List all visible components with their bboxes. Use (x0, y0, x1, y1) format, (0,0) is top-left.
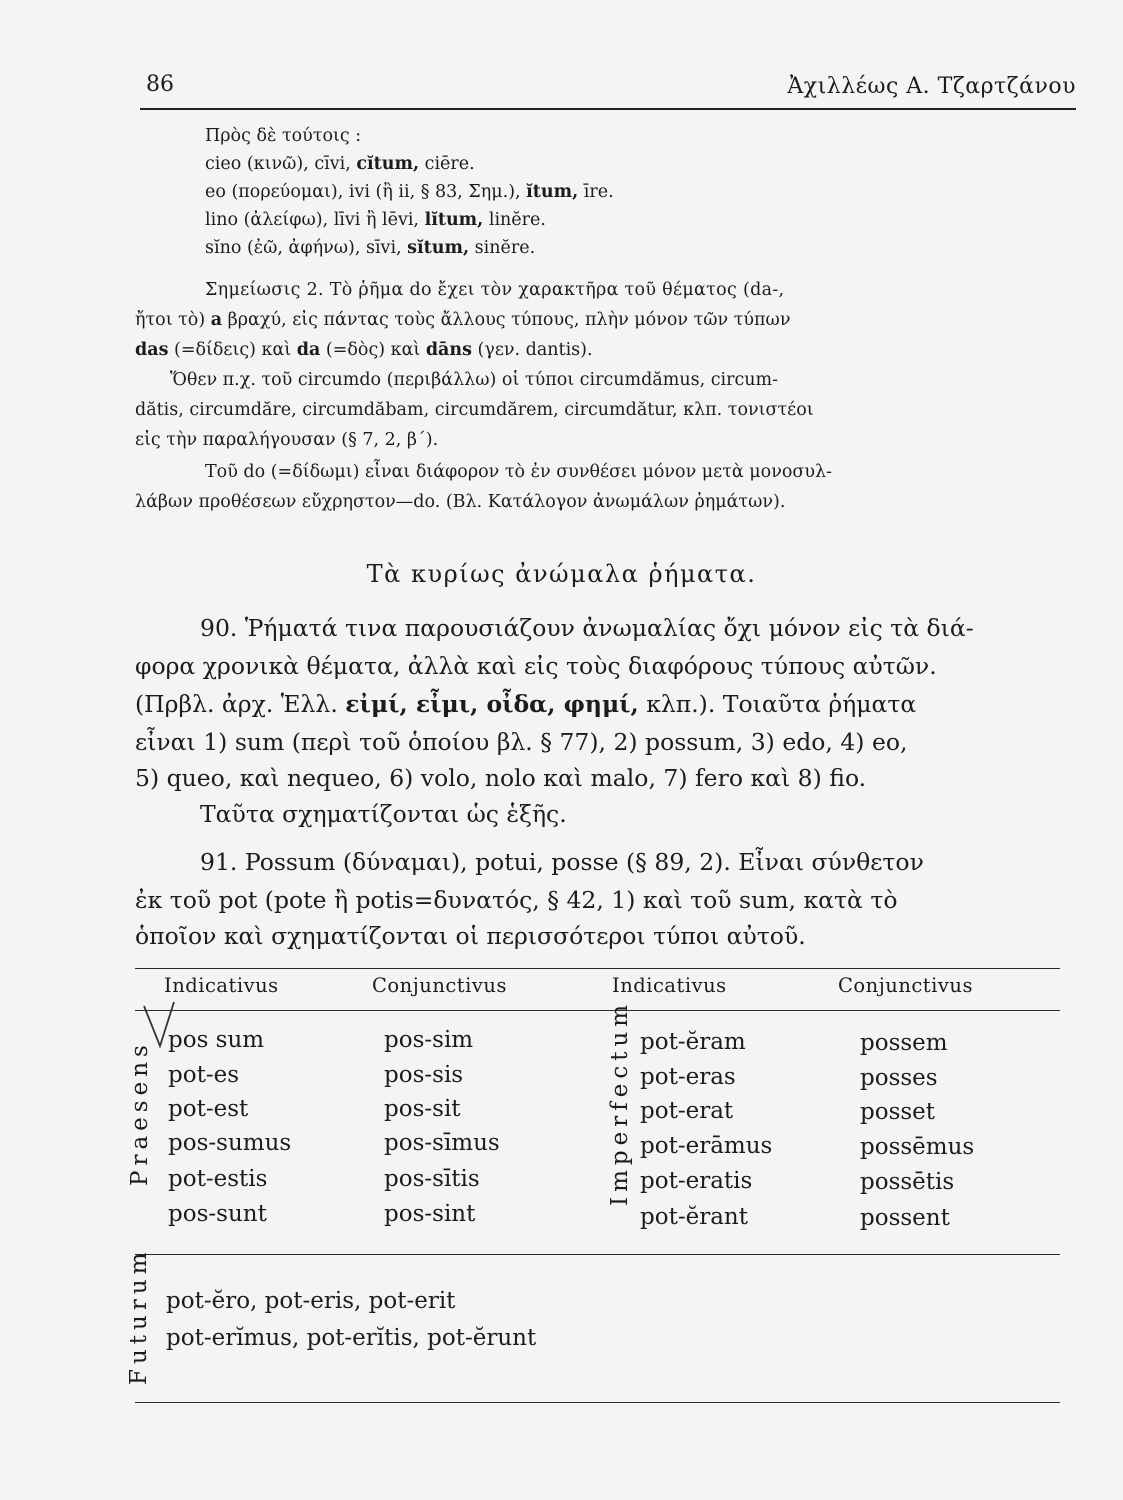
note-text: (=δὸς) καὶ (320, 340, 426, 360)
note-bold: da (296, 340, 321, 360)
note-text: ἤτοι τὸ) (135, 310, 211, 330)
note-line-5: dătis, circumdăre, circumdăbam, circumdărem, circumdătur, κλπ. τονιστέοι (135, 400, 814, 420)
verb-line-cieo (205, 154, 475, 174)
futurum-line-1: pot-ĕro, pot-eris, pot-erit (166, 1288, 456, 1314)
para91-line-1: 91. Possum (δύναμαι), potui, posse (§ 89, 2). Εἶναι σύνθετον (200, 848, 924, 876)
page-number: 86 (146, 72, 174, 97)
table-top-rule (135, 968, 1060, 969)
verb-text: eo (πορεύομαι), ivi (ἢ ii, § 83, Σημ.), (205, 182, 527, 202)
note-line-4: Ὅθεν π.χ. τοῦ circumdo (περιβάλλω) οἱ τύποι circumdămus, circum- (170, 370, 779, 390)
col-header-indicativus-1: Indicativus (164, 974, 279, 997)
note-text: (γεν. dantis). (471, 340, 593, 360)
note-text: (=δίδεις) καὶ (168, 340, 297, 360)
note-line-7: Τοῦ do (=δίδωμι) εἶναι διάφορον τὸ ἐν συνθέσει μόνον μετὰ μονοσυλ- (205, 462, 832, 482)
para90-line-1: 90. Ῥήματά τινα παρουσιάζουν ἀνωμαλίας ὄχι μόνον εἰς τὰ διά- (200, 614, 974, 642)
page-header (146, 72, 1076, 106)
imperf-ind-1: pot-ĕram (640, 1029, 746, 1055)
note-bold: dāns (425, 340, 472, 360)
praesens-conj-1: pos-sim (384, 1027, 474, 1053)
praesens-conj-5: pos-sītis (384, 1166, 480, 1192)
praesens-conj-4: pos-sīmus (384, 1130, 500, 1156)
verb-text: cieo (κινῶ), cīvi, (205, 154, 357, 174)
para90-line-6: Ταῦτα σχηματίζονται ὡς ἑξῆς. (200, 800, 567, 828)
para-text: (Πρβλ. ἀρχ. Ἑλλ. (135, 690, 346, 718)
note-bold: a (210, 310, 223, 330)
praesens-ind-3: pot-est (168, 1096, 249, 1122)
praesens-conj-3: pos-sit (384, 1096, 461, 1122)
label-futurum: Futurum (126, 1247, 152, 1385)
note-line-3 (135, 340, 593, 360)
col-header-conjunctivus-1: Conjunctivus (372, 974, 507, 997)
verb-text: sĭno (ἐῶ, ἀφήνω), sīvi, (205, 238, 408, 258)
praesens-ind-1: pos sum (168, 1027, 265, 1053)
verb-supine: sĭtum, (407, 238, 470, 258)
imperf-ind-5: pot-eratis (640, 1168, 753, 1194)
table-bottom-rule (135, 1402, 1060, 1403)
futurum-line-2: pot-erĭmus, pot-erĭtis, pot-ĕrunt (166, 1325, 537, 1351)
running-title: Ἀχιλλέως Α. Τζαρτζάνου (787, 74, 1076, 99)
verb-text: lino (ἀλείφω), līvi ἢ lēvi, (205, 210, 425, 230)
table-header-rule (135, 1010, 1060, 1011)
para90-line-4: εἶναι 1) sum (περὶ τοῦ ὁποίου βλ. § 77), 2) possum, 3) edo, 4) eo, (135, 728, 908, 756)
imperf-conj-3: posset (860, 1099, 936, 1125)
note-line-6: εἰς τὴν παραλήγουσαν (§ 7, 2, β΄). (135, 430, 439, 450)
para90-line-2: φορα χρονικὰ θέματα, ἀλλὰ καὶ εἰς τοὺς διαφόρους τύπους αὐτῶν. (135, 652, 937, 680)
note-text: βραχύ, εἰς πάντας τοὺς ἄλλους τύπους, πλὴν μόνον τῶν τύπων (222, 310, 791, 330)
praesens-ind-4: pos-sumus (168, 1130, 292, 1156)
para90-line-3 (135, 690, 916, 718)
label-imperfectum: Imperfectum (607, 999, 633, 1206)
verb-text: īre. (578, 182, 614, 202)
imperf-conj-4: possēmus (860, 1134, 975, 1160)
note-line-2 (135, 310, 790, 330)
col-header-conjunctivus-2: Conjunctivus (838, 974, 973, 997)
verb-text: linĕre. (483, 210, 546, 230)
para91-line-2: ἐκ τοῦ pot (pote ἢ potis=δυνατός, § 42, 1) καὶ τοῦ sum, κατὰ τὸ (135, 886, 898, 914)
imperf-conj-2: posses (860, 1065, 938, 1091)
imperf-conj-5: possētis (860, 1169, 955, 1195)
imperf-conj-6: possent (860, 1205, 950, 1231)
verb-supine: cĭtum, (356, 154, 420, 174)
header-rule (140, 108, 1076, 110)
verb-supine: ĭtum, (526, 182, 579, 202)
praesens-ind-2: pot-es (168, 1062, 239, 1088)
table-mid-rule (135, 1254, 1060, 1255)
imperf-conj-1: possem (860, 1030, 948, 1056)
label-praesens: Praesens (127, 1040, 153, 1186)
imperf-ind-6: pot-ĕrant (640, 1204, 748, 1230)
imperf-ind-2: pot-eras (640, 1064, 736, 1090)
imperf-ind-4: pot-erāmus (640, 1133, 773, 1159)
imperf-ind-3: pot-erat (640, 1098, 734, 1124)
verb-text: sinĕre. (469, 238, 536, 258)
verb-line-sino (205, 238, 535, 258)
verb-line-eo (205, 182, 614, 202)
para-bold: εἰμί, εἶμι, οἶδα, φημί, (345, 690, 639, 718)
verb-line-lino (205, 210, 546, 230)
section-title: Τὰ κυρίως ἀνώμαλα ῥήματα. (366, 560, 757, 588)
para90-line-5: 5) queo, καὶ nequeo, 6) volo, nolo καὶ malo, 7) fero καὶ 8) fio. (135, 764, 867, 792)
praesens-conj-2: pos-sis (384, 1062, 464, 1088)
verb-text: ciēre. (419, 154, 475, 174)
note-line-8: λάβων προθέσεων εὔχρηστον—do. (Βλ. Κατάλογον ἀνωμάλων ῥημάτων). (135, 492, 786, 512)
note-line-1: Σημείωσις 2. Τὸ ῥῆμα do ἔχει τὸν χαρακτῆρα τοῦ θέματος (da-, (205, 280, 785, 300)
para91-line-3: ὁποῖον καὶ σχηματίζονται οἱ περισσότεροι τύποι αὐτοῦ. (135, 922, 806, 950)
note-bold: das (135, 340, 169, 360)
verb-supine: lĭtum, (424, 210, 484, 230)
para-text: κλπ.). Τοιαῦτα ῥήματα (638, 690, 917, 718)
verb-list-intro: Πρὸς δὲ τούτοις : (205, 126, 362, 146)
col-header-indicativus-2: Indicativus (612, 974, 727, 997)
praesens-ind-6: pos-sunt (168, 1201, 267, 1227)
praesens-conj-6: pos-sint (384, 1201, 476, 1227)
praesens-ind-5: pot-estis (168, 1166, 268, 1192)
